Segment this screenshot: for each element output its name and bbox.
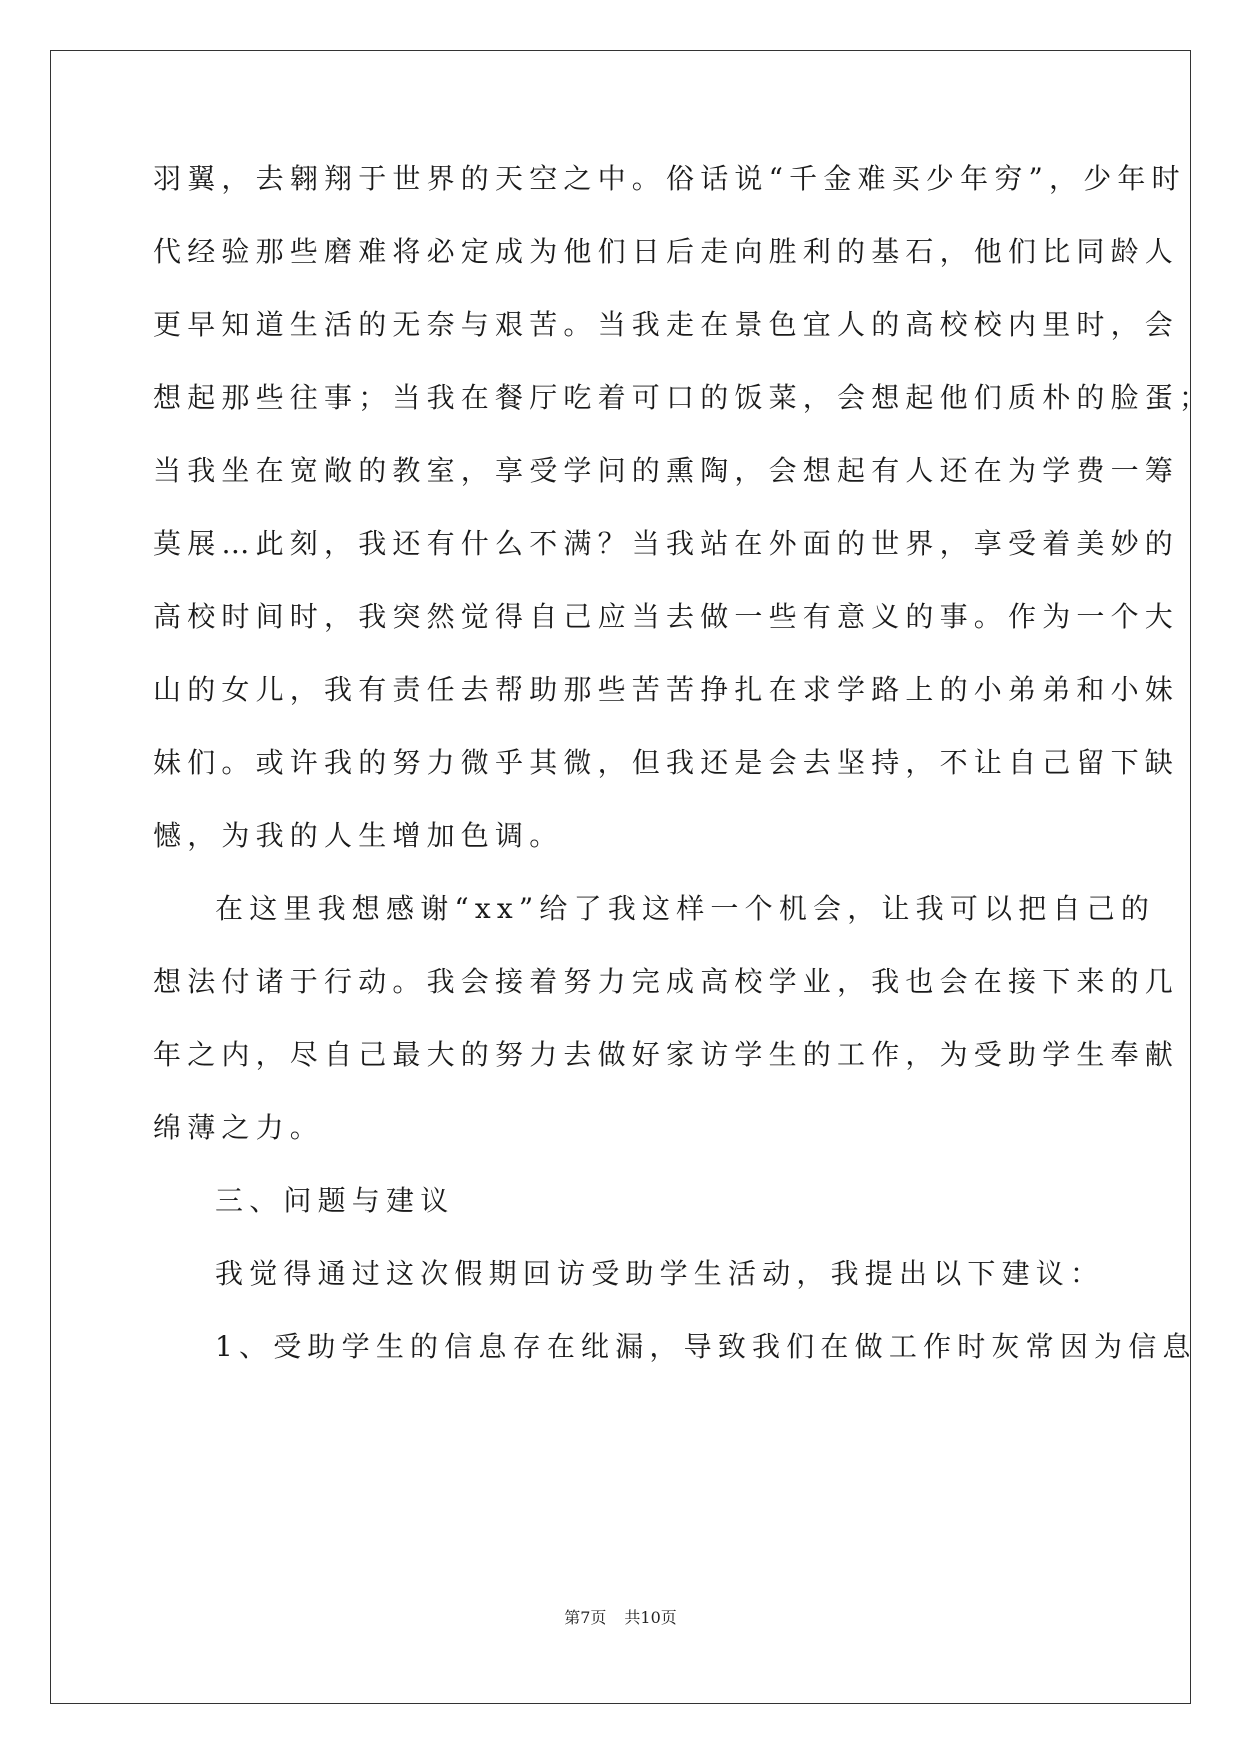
text-line: 绵薄之力。 — [153, 1111, 325, 1144]
page-footer — [0, 1605, 1241, 1628]
text-line: 莫展…此刻，我还有什么不满？当我站在外面的世界，享受着美妙的 — [153, 527, 1180, 560]
text-line: 山的女儿，我有责任去帮助那些苦苦挣扎在求学路上的小弟弟和小妹 — [153, 673, 1180, 706]
text-line: 更早知道生活的无奈与艰苦。当我走在景色宜人的高校校内里时，会 — [153, 308, 1180, 341]
text-line: 高校时间时，我突然觉得自己应当去做一些有意义的事。作为一个大 — [153, 600, 1180, 633]
text-line: 妹们。或许我的努力微乎其微，但我还是会去坚持，不让自己留下缺 — [153, 746, 1180, 779]
page-number: 第7页 — [564, 1608, 607, 1627]
text-line: 羽翼，去翱翔于世界的天空之中。俗话说“千金难买少年穷”，少年时 — [153, 162, 1186, 195]
text-line: 代经验那些磨难将必定成为他们日后走向胜利的基石，他们比同龄人 — [153, 235, 1180, 268]
paragraph-first-line: 在这里我想感谢“xx”给了我这样一个机会，让我可以把自己的 — [215, 892, 1156, 925]
page-border — [50, 50, 1191, 1704]
text-line: 年之内，尽自己最大的努力去做好家访学生的工作，为受助学生奉献 — [153, 1038, 1180, 1071]
paragraph-first-line: 我觉得通过这次假期回访受助学生活动，我提出以下建议： — [215, 1257, 1105, 1290]
page-total: 共10页 — [624, 1608, 677, 1627]
text-line: 憾，为我的人生增加色调。 — [153, 819, 564, 852]
section-heading: 三、问题与建议 — [215, 1184, 455, 1217]
list-item-line: 1、受助学生的信息存在纰漏，导致我们在做工作时灰常因为信息 — [215, 1330, 1197, 1363]
text-line: 想起那些往事；当我在餐厅吃着可口的饭菜，会想起他们质朴的脸蛋； — [153, 381, 1214, 414]
text-line: 当我坐在宽敞的教室，享受学问的熏陶，会想起有人还在为学费一筹 — [153, 454, 1180, 487]
text-line: 想法付诸于行动。我会接着努力完成高校学业，我也会在接下来的几 — [153, 965, 1180, 998]
